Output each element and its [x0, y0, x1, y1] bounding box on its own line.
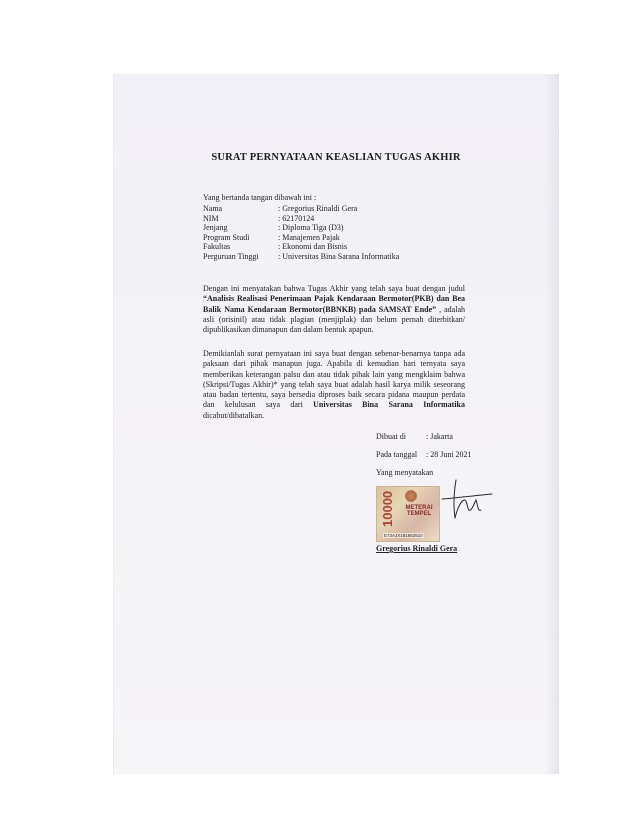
intro-text: Yang bertanda tangan dibawah ini : — [203, 193, 317, 202]
field-label: Perguruan Tinggi — [203, 251, 259, 261]
field-label: Nama — [203, 204, 223, 213]
date-row — [376, 450, 472, 459]
signer-name: Gregorius Rinaldi Gera — [376, 544, 458, 553]
thesis-title: “Analisis Realisasi Penerimaan Pajak Kendaraan Bermotor(PKB) dan Bea Balik Nama Kendaraan Bermotor(BBNKB) pada SAMSAT Ende” — [203, 294, 465, 314]
made-at-row — [376, 432, 472, 441]
field-row-program-studi — [203, 233, 399, 243]
field-value: : Manajemen Pajak — [278, 232, 340, 242]
field-value: : Diploma Tiga (D3) — [278, 223, 344, 233]
document-page — [114, 74, 558, 774]
declarant-label: Yang menyatakan — [376, 468, 434, 477]
closing-paragraph — [203, 349, 465, 421]
stamp-text: METERAI TEMPEL — [405, 505, 433, 517]
handwritten-signature — [434, 474, 494, 524]
identity-fields — [203, 204, 399, 262]
university-name: Universitas Bina Sarana Informatika — [313, 400, 465, 410]
closing-text: Demikianlah surat pernyataan ini saya buat dengan sebenar-benarnya tanpa ada paksaan dari pihak manapun juga. Apabila di kemudian hari ternyata saya memberikan keterangan palsu dan atau tidak pihak lain yang mengklaim bahwa (Skripsi/Tugas Akhir)* yang telah saya buat adalah hasil karya milik seseorang atau badan tertentu, saya bersedia diproses baik secara pidana maupun perdata dan kelulusan saya dari — [203, 349, 465, 410]
closing-text-end: dicabut/dibatalkan. — [203, 410, 265, 420]
signature-block — [376, 432, 472, 477]
field-label: Fakultas — [203, 242, 231, 252]
field-value: : 62170124 — [278, 213, 315, 223]
date-label: Pada tanggal — [376, 450, 418, 459]
field-row-nama — [203, 204, 399, 214]
declaration-text-end: , adalah asli (orisinil) atau tidak plagian (menjiplak) dan belum pernah diterbitkan/ dipublikasikan dimanapun dan dalam bentuk apapun. — [203, 304, 466, 335]
date-value: : 28 Juni 2021 — [426, 450, 472, 459]
meterai-stamp — [376, 486, 440, 542]
field-row-jenjang — [203, 223, 399, 233]
stamp-code: E73AJX181863510 — [384, 533, 423, 538]
stamp-value: 10000 — [380, 490, 395, 527]
field-row-perguruan-tinggi — [203, 252, 399, 262]
field-value: : Ekonomi dan Bisnis — [278, 242, 348, 252]
made-at-label: Dibuat di — [376, 432, 406, 441]
garuda-emblem-icon — [405, 490, 417, 502]
field-label: Program Studi — [203, 232, 250, 242]
field-value: : Universitas Bina Sarana Informatika — [278, 251, 400, 261]
declaration-text: Dengan ini menyatakan bahwa Tugas Akhir yang telah saya buat dengan judul — [203, 284, 465, 293]
document-title: SURAT PERNYATAAN KEASLIAN TUGAS AKHIR — [211, 152, 461, 163]
field-label: NIM — [203, 213, 219, 223]
field-value: : Gregorius Rinaldi Gera — [278, 204, 358, 213]
field-row-fakultas — [203, 242, 399, 252]
field-row-nim — [203, 214, 399, 224]
field-label: Jenjang — [203, 223, 228, 233]
declaration-paragraph — [203, 284, 465, 335]
made-at-value: : Jakarta — [426, 432, 453, 441]
